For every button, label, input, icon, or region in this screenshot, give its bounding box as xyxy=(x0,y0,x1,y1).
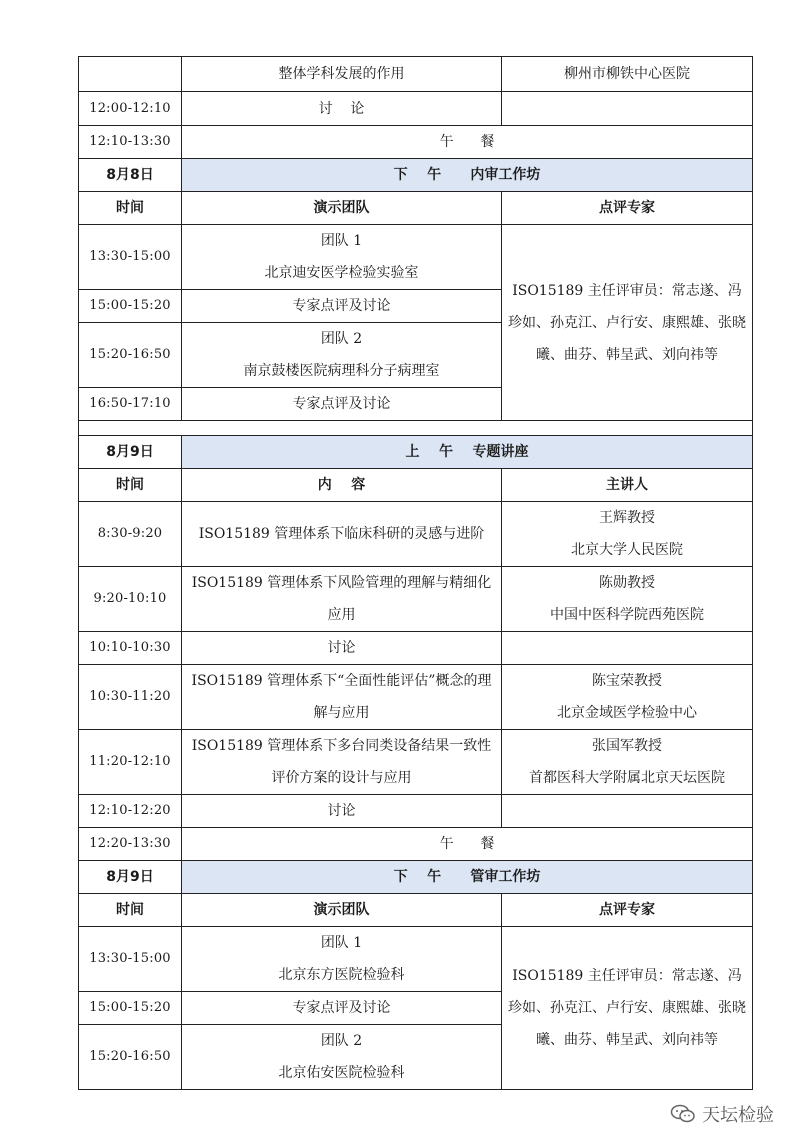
table-row: 整体学科发展的作用 柳州市柳铁中心医院 xyxy=(79,57,753,92)
table-row: 13:30-15:00 团队 1 北京迪安医学检验实验室 ISO15189 主任评审员：常志遂、冯珍如、孙克江、卢行安、康熙雄、张晓曦、曲芬、韩呈武、刘向祎等 xyxy=(79,225,753,290)
expert-list: ISO15189 主任评审员：常志遂、冯珍如、孙克江、卢行安、康熙雄、张晓曦、曲芬、韩呈武、刘向祎等 xyxy=(502,927,753,1090)
expert-list: ISO15189 主任评审员：常志遂、冯珍如、孙克江、卢行安、康熙雄、张晓曦、曲芬、韩呈武、刘向祎等 xyxy=(502,225,753,421)
spacer-row xyxy=(79,421,753,436)
section-banner-row xyxy=(79,861,753,894)
section-date: 8月8日 xyxy=(79,159,182,192)
header-row: 时间 演示团队 点评专家 xyxy=(79,894,753,927)
table-row: 8:30-9:20 ISO15189 管理体系下临床科研的灵感与进阶 王辉教授 北京大学人民医院 xyxy=(79,502,753,567)
header-row: 时间 演示团队 点评专家 xyxy=(79,192,753,225)
table-row: 15:00-15:20 专家点评及讨论 xyxy=(79,290,753,323)
watermark xyxy=(670,1101,774,1127)
section-title: 下 午 内审工作坊 xyxy=(182,159,753,192)
header-row: 时间 内 容 主讲人 xyxy=(79,469,753,502)
schedule-table xyxy=(78,56,753,1090)
table-row: 16:50-17:10 专家点评及讨论 xyxy=(79,388,753,421)
table-row: 12:00-12:10 讨 论 xyxy=(79,92,753,126)
section-banner-row xyxy=(79,436,753,469)
table-row: 13:30-15:00 团队 1 北京东方医院检验科 ISO15189 主任评审员：常志遂、冯珍如、孙克江、卢行安、康熙雄、张晓曦、曲芬、韩呈武、刘向祎等 xyxy=(79,927,753,992)
wechat-icon xyxy=(670,1104,696,1124)
table-row: 15:20-16:50 团队 2 南京鼓楼医院病理科分子病理室 xyxy=(79,323,753,388)
table-row: 12:20-13:30 午 餐 xyxy=(79,828,753,861)
section-title: 下 午 管审工作坊 xyxy=(182,861,753,894)
table-row: 12:10-13:30 午 餐 xyxy=(79,126,753,159)
section-date: 8月9日 xyxy=(79,436,182,469)
table-row: 10:10-10:30 讨论 xyxy=(79,632,753,665)
table-row: 10:30-11:20 ISO15189 管理体系下“全面性能评估”概念的理解与应用 陈宝荣教授 北京金域医学检验中心 xyxy=(79,665,753,730)
table-row: 12:10-12:20 讨论 xyxy=(79,795,753,828)
section-banner-row xyxy=(79,159,753,192)
table-row: 11:20-12:10 ISO15189 管理体系下多台同类设备结果一致性评价方案的设计与应用 张国军教授 首都医科大学附属北京天坛医院 xyxy=(79,730,753,795)
table-row: 15:20-16:50 团队 2 北京佑安医院检验科 xyxy=(79,1025,753,1090)
table-row: 9:20-10:10 ISO15189 管理体系下风险管理的理解与精细化应用 陈勋教授 中国中医科学院西苑医院 xyxy=(79,567,753,632)
table-row: 15:00-15:20 专家点评及讨论 xyxy=(79,992,753,1025)
section-title: 上 午 专题讲座 xyxy=(182,436,753,469)
section-date: 8月9日 xyxy=(79,861,182,894)
watermark-text: 天坛检验 xyxy=(702,1105,774,1126)
